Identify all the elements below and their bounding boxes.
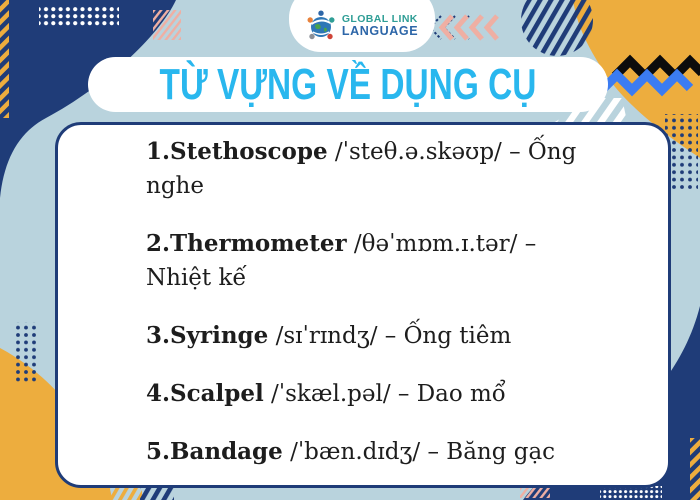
logo-line2: LANGUAGE [341,23,419,38]
vocab-meaning-line2: nghe [146,173,204,199]
bottom-navy-stripes [140,486,174,500]
vocab-card [55,122,671,488]
vocab-term: 1.Stethoscope [146,138,328,165]
vocab-pronunciation-meaning: /ˈsteθ.ə.skəʊp/ – Ống [327,139,577,165]
vocab-item-2 [146,227,650,295]
logo-text [342,14,418,38]
vocab-term: 2.Thermometer [146,230,347,257]
navy-dots-grid-left [14,322,40,384]
vocab-item-5 [146,435,650,469]
vocab-pronunciation-meaning: /ˈbæn.dɪdʒ/ – Băng gạc [282,439,556,465]
chevron-arrows [430,16,497,39]
left-edge-striped-strip [0,0,9,118]
vocab-item-4 [146,377,650,411]
title-banner [88,57,608,112]
bottom-orange-stripes [106,486,142,500]
vocab-item-3 [146,319,650,353]
pink-striped-square [153,10,181,40]
vocab-pronunciation-meaning: /sɪˈrɪndʒ/ – Ống tiêm [268,323,512,349]
globe-icon [306,10,336,42]
vocab-pronunciation-meaning: /ˈskæl.pəl/ – Dao mổ [263,381,506,407]
vocab-item-1 [146,135,650,203]
logo-pill [289,0,435,52]
white-dots-grid-top-left [39,6,119,28]
logo-line1: GLOBAL LINK [341,12,418,25]
navy-striped-circle [521,0,593,56]
vocab-pronunciation-meaning: /θəˈmɒm.ɪ.tər/ – [346,231,537,257]
vocab-term: 5.Bandage [146,438,283,465]
white-dots-grid-bottom-right [600,486,662,500]
bottom-right-striped-strip [690,438,700,500]
vocab-term: 3.Syringe [146,322,269,349]
page-title: TỪ VỰNG VỀ DỤNG CỤ [159,59,537,109]
vocab-meaning-line2: Nhiệt kế [146,265,247,291]
vocab-term: 4.Scalpel [146,380,264,407]
